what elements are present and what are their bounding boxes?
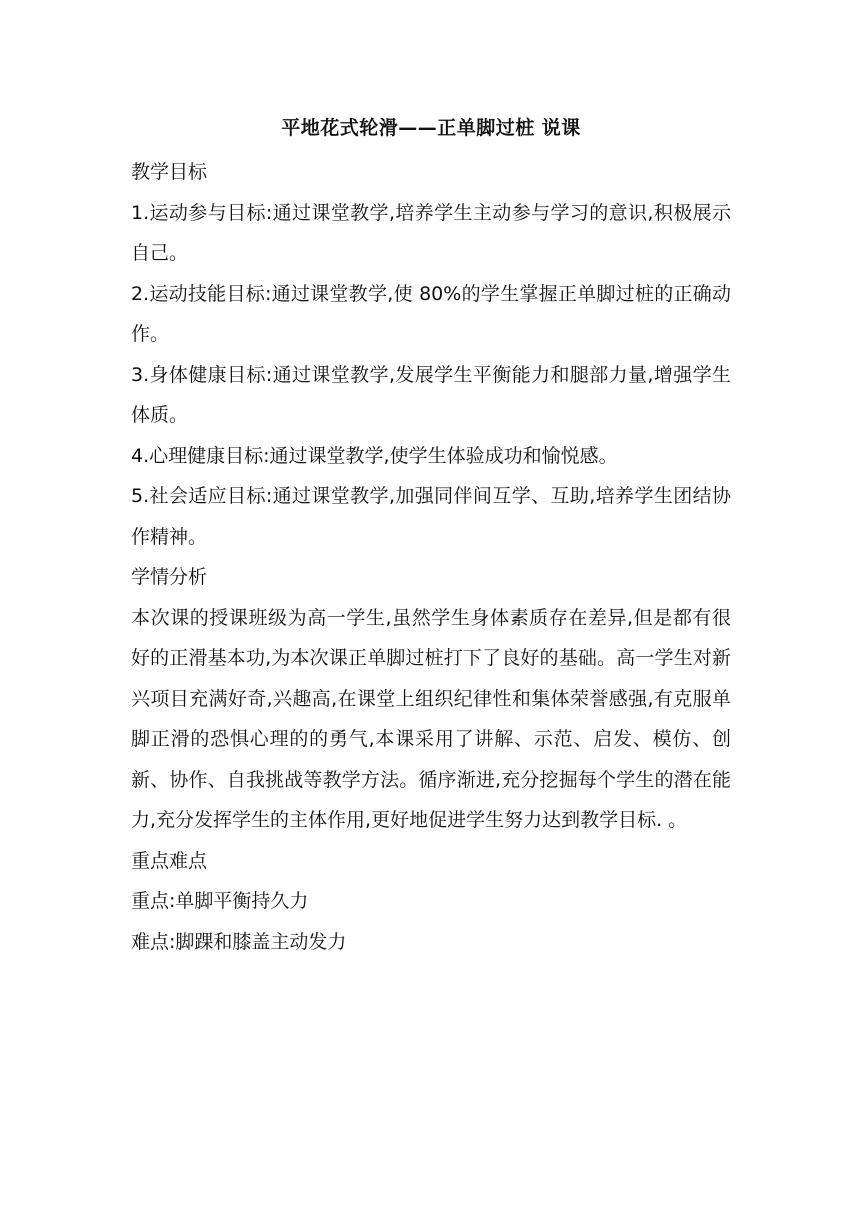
section-heading: 教学目标 — [131, 161, 208, 183]
section-key-points — [131, 841, 731, 963]
goal-item-3: 3.身体健康目标:通过课堂教学,发展学生平衡能力和腿部力量,增强学生体质。 — [131, 363, 731, 426]
section-heading: 重点难点 — [131, 849, 208, 872]
document-title: 平地花式轮滑——正单脚过桩 说课 — [281, 117, 581, 139]
section-heading: 学情分析 — [131, 566, 208, 588]
analysis-paragraph: 本次课的授课班级为高一学生,虽然学生身体素质存在差异,但是都有很好的正滑基本功,为本次课正单脚过桩打下了良好的基础。高一学生对新兴项目充满好奇,兴趣高,在课堂上组织纪律性和集体荣誉感强,有克服单脚正滑的恐惧心理的的勇气,本课采用了讲解、示范、启发、模仿、创新、协作、自我挑战等教学方法。循序渐进,充分挖掘每个学生的潜在能力,充分发挥学生的主体作用,更好地促进学生努力达到教学目标. 。 — [131, 606, 731, 831]
goal-item-2: 2.运动技能目标:通过课堂教学,使 80%的学生掌握正单脚过桩的正确动作。 — [131, 282, 731, 345]
key-point: 重点:单脚平衡持久力 — [131, 890, 309, 912]
document-body — [131, 108, 731, 962]
goal-item-1: 1.运动参与目标:通过课堂教学,培养学生主动参与学习的意识,积极展示自己。 — [131, 201, 731, 264]
difficult-point: 难点:脚踝和膝盖主动发力 — [131, 930, 347, 953]
goal-item-5: 5.社会适应目标:通过课堂教学,加强同伴间互学、互助,培养学生团结协作精神。 — [131, 485, 731, 548]
section-student-analysis — [131, 557, 731, 841]
goal-item-4: 4.心理健康目标:通过课堂教学,使学生体验成功和愉悦感。 — [131, 444, 618, 467]
section-teaching-goals — [131, 152, 731, 557]
